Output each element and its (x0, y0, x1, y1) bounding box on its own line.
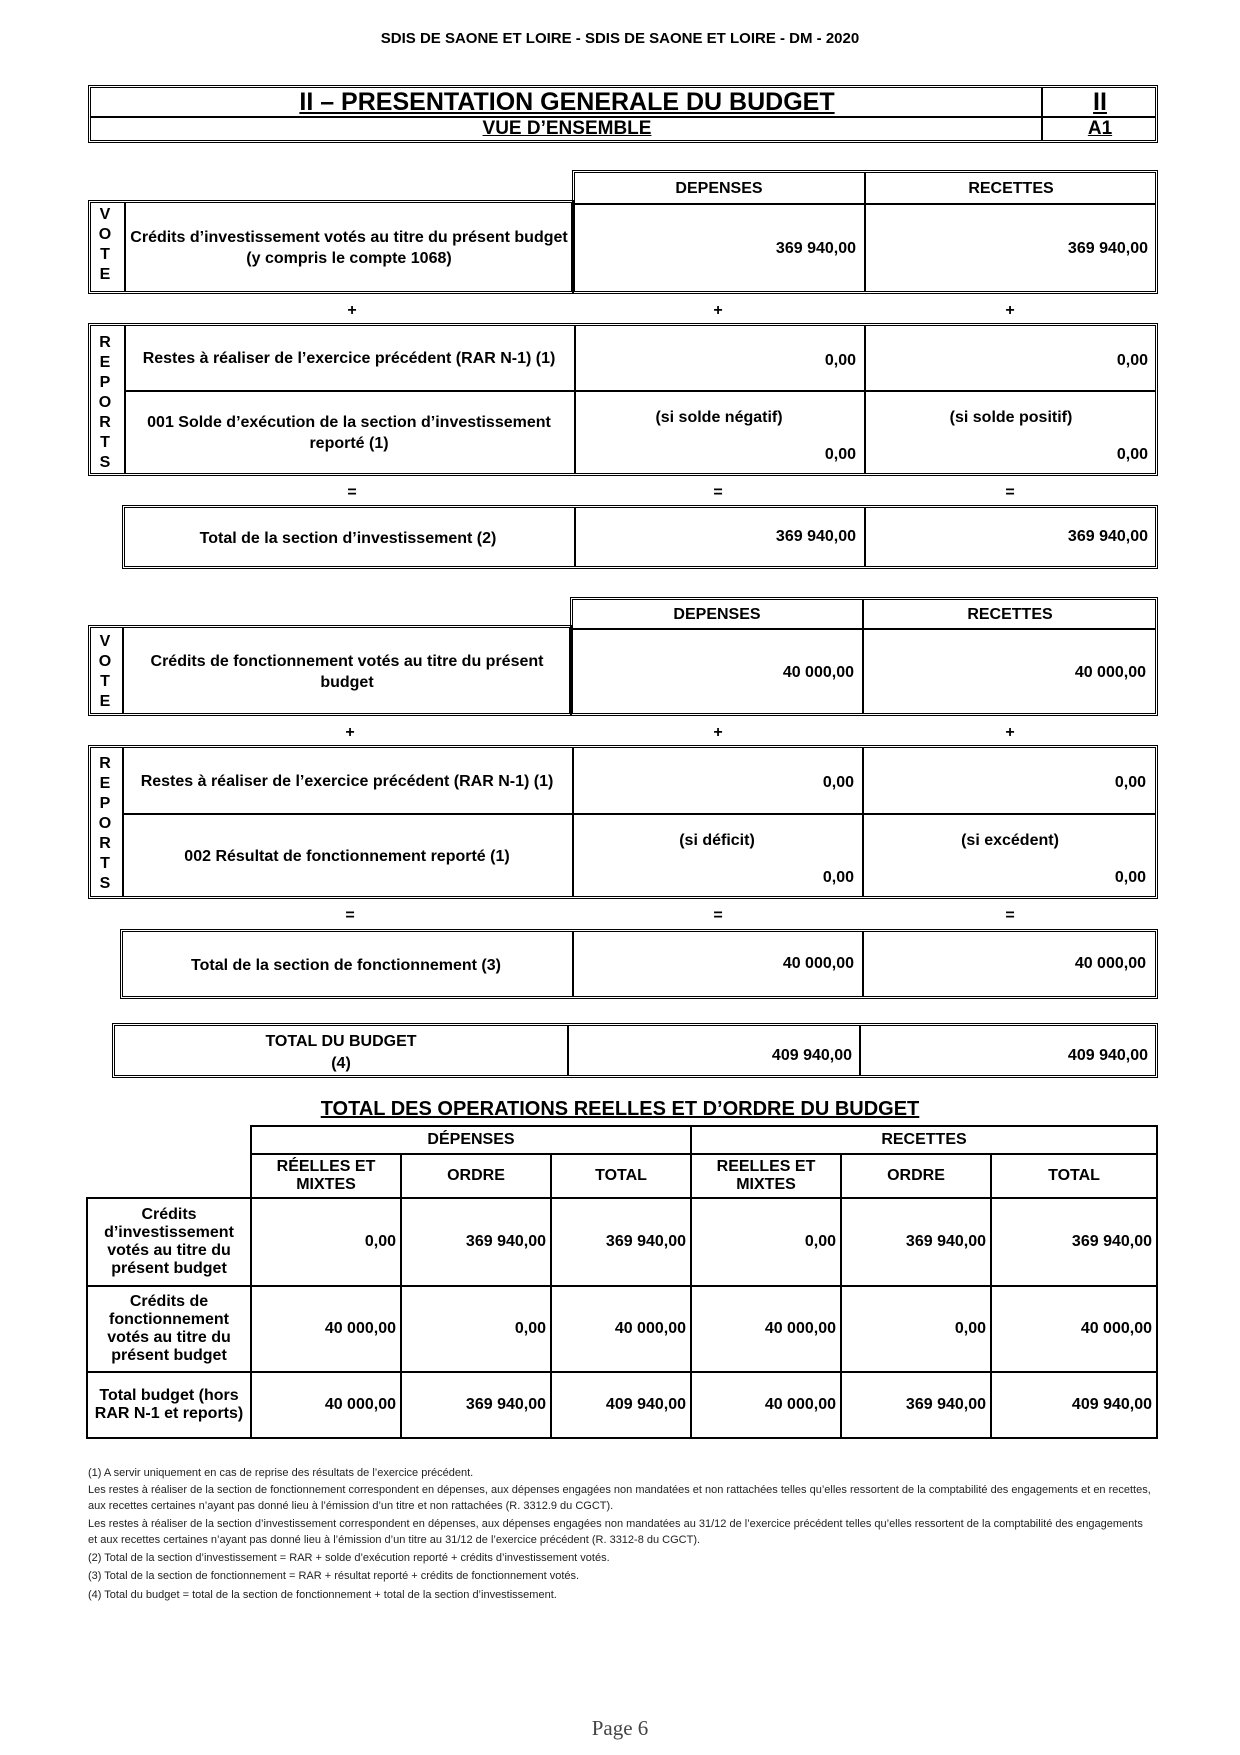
inv-plus-sign: + (1005, 302, 1015, 319)
fct-reports-letter: S (99, 875, 111, 892)
fct-reports-letter: P (99, 795, 111, 812)
inv-reports-letter: O (98, 394, 112, 411)
inv-solde-depenses: 0,00 (824, 446, 856, 463)
inv-rar-recettes: 0,00 (1116, 352, 1148, 369)
inv-vote-letter: O (98, 226, 112, 243)
fct-vote-depenses: 40 000,00 (782, 664, 854, 681)
inv-solde-label: 001 Solde d’exécution de la section d’investissement reporté (1) (147, 414, 551, 452)
fct-col-recettes: RECETTES (967, 605, 1053, 623)
inv-plus-sign: + (713, 302, 723, 319)
budget-total-depenses: 409 940,00 (771, 1047, 852, 1064)
inv-solde-recettes: 0,00 (1116, 446, 1148, 463)
inv-reports-letter: S (99, 454, 111, 471)
ops-cell: 40 000,00 (251, 1372, 401, 1438)
ops-row-label: Total budget (hors RAR N-1 et reports) (87, 1372, 251, 1438)
inv-vote-label: Crédits d’investissement votés au titre du présent budget (y compris le compte 1068) (130, 229, 568, 267)
ops-cell: 0,00 (401, 1286, 551, 1372)
footnote: (1) A servir uniquement en cas de reprise des résultats de l’exercice précédent. (88, 1467, 474, 1479)
footnote: (4) Total du budget = total de la section de fonctionnement + total de la section d’investissement. (88, 1589, 557, 1601)
ops-col-header: REELLES ET MIXTES (691, 1154, 841, 1198)
section-subcode: A1 (1087, 118, 1113, 139)
fct-reports-letter: R (99, 755, 111, 772)
ops-cell: 0,00 (251, 1198, 401, 1286)
fct-rar-label: Restes à réaliser de l’exercice précédent (RAR N-1) (1) (140, 772, 554, 790)
ops-group-recettes: RECETTES (691, 1126, 1157, 1154)
inv-solde-rec-note: (si solde positif) (949, 408, 1073, 426)
fct-plus-sign: + (345, 724, 355, 741)
ops-cell: 369 940,00 (841, 1198, 991, 1286)
ops-cell: 369 940,00 (841, 1372, 991, 1438)
ops-group-depenses: DÉPENSES (251, 1126, 691, 1154)
section-code: II (1093, 88, 1107, 116)
ops-cell: 40 000,00 (991, 1286, 1157, 1372)
inv-total-recettes: 369 940,00 (1067, 528, 1148, 545)
ops-row-label: Crédits de fonctionnement votés au titre du présent budget (87, 1286, 251, 1372)
inv-plus-sign: + (347, 302, 357, 319)
fct-plus-sign: + (713, 724, 723, 741)
fct-reports-letter: E (99, 775, 111, 792)
fct-reports-letter: R (99, 835, 111, 852)
fct-reports-letter: O (98, 815, 112, 832)
inv-reports-letter: T (100, 434, 110, 451)
fct-equals-sign: = (1005, 907, 1015, 924)
fct-result-rec-note: (si excédent) (961, 831, 1059, 849)
fct-plus-sign: + (1005, 724, 1015, 741)
inv-equals-sign: = (713, 484, 723, 501)
ops-cell: 369 940,00 (991, 1198, 1157, 1286)
fct-equals-sign: = (345, 907, 355, 924)
ops-col-header: RÉELLES ET MIXTES (251, 1154, 401, 1198)
fct-rar-depenses: 0,00 (822, 774, 854, 791)
inv-solde-dep-note: (si solde négatif) (655, 408, 783, 426)
fct-vote-letter: V (99, 633, 111, 650)
ops-cell: 40 000,00 (691, 1372, 841, 1438)
table-row (87, 1286, 1157, 1372)
fct-result-depenses: 0,00 (822, 869, 854, 886)
ops-cell: 40 000,00 (691, 1286, 841, 1372)
ops-cell: 40 000,00 (251, 1286, 401, 1372)
page-subtitle: VUE D’ENSEMBLE (482, 118, 652, 139)
fct-vote-letter: T (100, 673, 110, 690)
fct-total-depenses: 40 000,00 (782, 955, 854, 972)
table-row (87, 1198, 1157, 1286)
fct-equals-sign: = (713, 907, 723, 924)
inv-total-label: Total de la section d’investissement (2) (199, 529, 497, 547)
ops-col-header: ORDRE (841, 1154, 991, 1198)
fct-reports-letter: T (100, 855, 110, 872)
page-title: II – PRESENTATION GENERALE DU BUDGET (299, 88, 835, 116)
footnote: Les restes à réaliser de la section d’investissement correspondent en dépenses, aux dépenses engagées non mandatées au 31/12 de l’exercice précédent telles qu’elles ressortent de la comptabilité des engagements et aux recettes certaines n’ayant pas donné lieu à l’émission d’un titre au 31/12 de l’exercice précédent (R. 3312-8 du CGCT). (88, 1518, 1143, 1546)
inv-col-depenses: DEPENSES (675, 179, 763, 197)
ops-cell: 40 000,00 (551, 1286, 691, 1372)
ops-col-header: TOTAL (551, 1154, 691, 1198)
ops-row-label: Crédits d’investissement votés au titre du présent budget (87, 1198, 251, 1286)
ops-cell: 409 940,00 (991, 1372, 1157, 1438)
inv-vote-letter: E (99, 266, 111, 283)
budget-total-label: TOTAL DU BUDGET (265, 1032, 417, 1050)
page-number: Page 6 (591, 1716, 649, 1740)
document-header: SDIS DE SAONE ET LOIRE - SDIS DE SAONE ET LOIRE - DM - 2020 (380, 30, 860, 47)
ops-cell: 369 940,00 (401, 1198, 551, 1286)
fct-vote-letter: O (98, 653, 112, 670)
inv-rar-label: Restes à réaliser de l’exercice précédent (RAR N-1) (1) (142, 349, 556, 367)
inv-vote-depenses: 369 940,00 (775, 240, 856, 257)
inv-col-recettes: RECETTES (968, 179, 1054, 197)
inv-total-depenses: 369 940,00 (775, 528, 856, 545)
inv-reports-letter: P (99, 374, 111, 391)
fct-result-label: 002 Résultat de fonctionnement reporté (1) (184, 847, 510, 865)
fct-col-depenses: DEPENSES (673, 605, 761, 623)
ops-cell: 0,00 (841, 1286, 991, 1372)
ops-col-header: TOTAL (991, 1154, 1157, 1198)
inv-reports-letter: R (99, 334, 111, 351)
fct-vote-recettes: 40 000,00 (1074, 664, 1146, 681)
budget-total-recettes: 409 940,00 (1067, 1047, 1148, 1064)
ops-cell: 409 940,00 (551, 1372, 691, 1438)
fct-total-recettes: 40 000,00 (1074, 955, 1146, 972)
inv-vote-letter: V (99, 206, 111, 223)
budget-total-ref: (4) (331, 1054, 351, 1072)
fct-result-dep-note: (si déficit) (679, 831, 755, 849)
inv-equals-sign: = (1005, 484, 1015, 501)
ops-cell: 0,00 (691, 1198, 841, 1286)
fct-rar-recettes: 0,00 (1114, 774, 1146, 791)
inv-vote-letter: T (100, 246, 110, 263)
footnote: (3) Total de la section de fonctionnement = RAR + résultat reporté + crédits de fonctionnement votés. (88, 1570, 580, 1582)
footnote: (2) Total de la section d’investissement = RAR + solde d’exécution reporté + crédits d’investissement votés. (88, 1552, 610, 1564)
inv-rar-depenses: 0,00 (824, 352, 856, 369)
operations-title: TOTAL DES OPERATIONS REELLES ET D’ORDRE DU BUDGET (320, 1098, 920, 1120)
footnote: Les restes à réaliser de la section de fonctionnement correspondent en dépenses, aux dépenses engagées non mandatées et non rattachées telles qu’elles ressortent de la comptabilité des engagements et en recettes, aux recettes certaines n’ayant pas donné lieu à l’émission d’un titre et non rattachées (R. 3312.9 du CGCT). (88, 1484, 1151, 1512)
inv-reports-letter: R (99, 414, 111, 431)
fct-result-recettes: 0,00 (1114, 869, 1146, 886)
inv-vote-recettes: 369 940,00 (1067, 240, 1148, 257)
fct-total-label: Total de la section de fonctionnement (3) (191, 956, 501, 974)
table-row (87, 1372, 1157, 1438)
operations-table (86, 1125, 1158, 1439)
fct-vote-label: Crédits de fonctionnement votés au titre du présent budget (150, 653, 544, 691)
ops-cell: 369 940,00 (551, 1198, 691, 1286)
fct-vote-letter: E (99, 693, 111, 710)
ops-cell: 369 940,00 (401, 1372, 551, 1438)
inv-equals-sign: = (347, 484, 357, 501)
ops-col-header: ORDRE (401, 1154, 551, 1198)
inv-reports-letter: E (99, 354, 111, 371)
